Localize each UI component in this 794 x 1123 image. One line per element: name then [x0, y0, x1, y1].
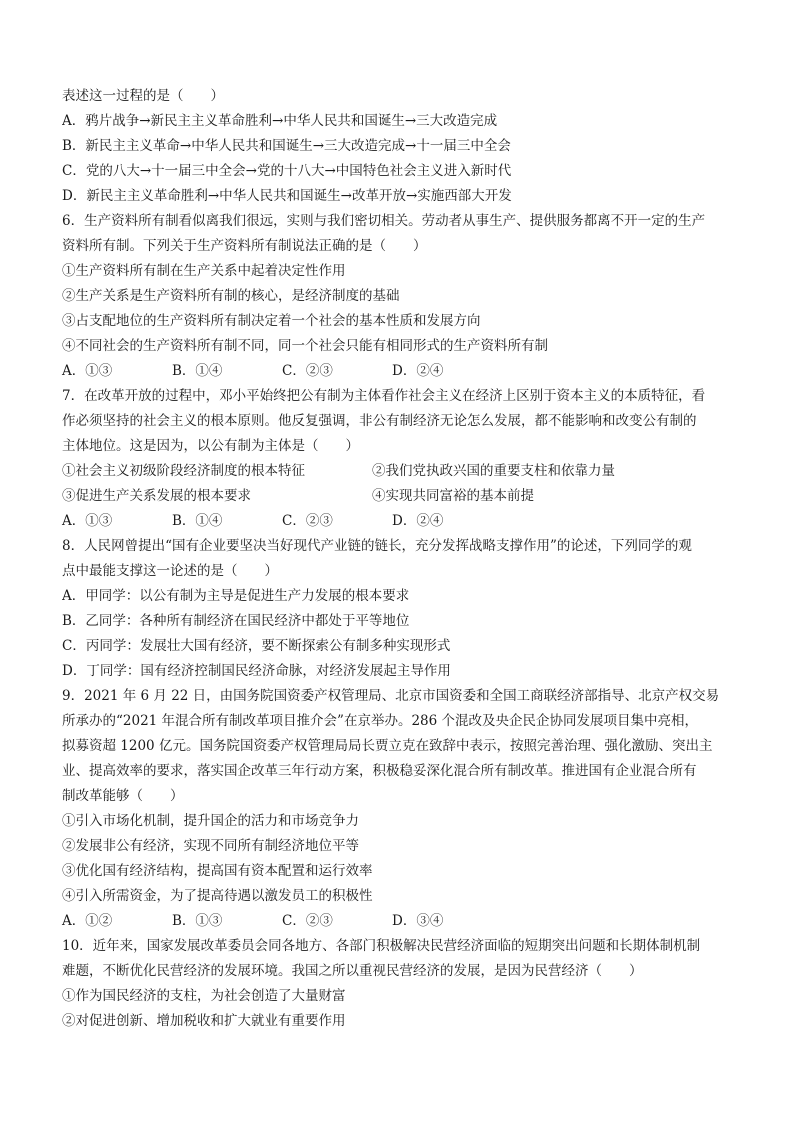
q7-item-1: ①社会主义初级阶段经济制度的根本特征: [62, 463, 305, 479]
q9-choice-d: D．③④: [392, 913, 444, 929]
q9-item-1: ①引入市场化机制，提升国企的活力和市场竞争力: [62, 813, 359, 829]
q10-item-1: ①作为国民经济的支柱，为社会创造了大量财富: [62, 988, 346, 1004]
q9-choice-a: A．①②: [62, 913, 113, 929]
q6-item-1: ①生产资料所有制在生产关系中起着决定性作用: [62, 263, 346, 279]
q7-stem-line: 7．在改革开放的过程中，邓小平始终把公有制为主体看作社会主义在经济上区别于资本主义的本质特征，看: [62, 388, 706, 404]
q6-stem-line: 6．生产资料所有制看似离我们很远，实则与我们密切相关。劳动者从事生产、提供服务都离不开一定的生产: [62, 213, 706, 229]
q9-choices: [62, 909, 738, 934]
q9-stem-line: 所承办的“2021 年混合所有制改革项目推介会”在京举办。286 个混改及央企民企协同发展项目集中亮相，: [62, 713, 699, 729]
q9-stem-line: 拟募资超 1200 亿元。国务院国资委产权管理局局长贾立克在致辞中表示，按照完善治理、强化激励、突出主: [62, 738, 713, 754]
q9-item-3: ③优化国有经济结构，提高国有资本配置和运行效率: [62, 863, 373, 879]
q8-stem-line: 点中最能支撑这一论述的是（ ）: [62, 563, 278, 579]
q7-item-2: ②我们党执政兴国的重要支柱和依靠力量: [372, 463, 615, 479]
q6-item-2: ②生产关系是生产资料所有制的核心，是经济制度的基础: [62, 288, 400, 304]
q5-option-a: A．鸦片战争→新民主主义革命胜利→中华人民共和国诞生→三大改造完成: [62, 113, 498, 129]
q10-stem-line: 10．近年来，国家发展改革委员会同各地方、各部门积极解决民营经济面临的短期突出问题和长期体制机制: [62, 938, 701, 954]
q9-stem-line: 9．2021 年 6 月 22 日，由国务院国资委产权管理局、北京市国资委和全国工商联经济部指导、北京产权交易: [62, 688, 720, 704]
q7-choice-a: A．①③: [62, 513, 113, 529]
q6-stem-line: 资料所有制。下列关于生产资料所有制说法正确的是（ ）: [62, 238, 427, 254]
q6-choice-b: B．①④: [172, 363, 223, 379]
q7-stem-line: 作必须坚持的社会主义的根本原则。他反复强调，非公有制经济无论怎么发展，都不能影响和改变公有制的: [62, 413, 697, 429]
q5-option-c: C．党的八大→十一届三中全会→党的十八大→中国特色社会主义进入新时代: [62, 163, 512, 179]
exam-page: [62, 84, 738, 1034]
q6-item-4: ④不同社会的生产资料所有制不同，同一个社会只能有相同形式的生产资料所有制: [62, 338, 548, 354]
q8-option-b: B．乙同学：各种所有制经济在国民经济中都处于平等地位: [62, 613, 410, 629]
q9-choice-b: B．①③: [172, 913, 223, 929]
q5-option-b: B．新民主主义革命→中华人民共和国诞生→三大改造完成→十一届三中全会: [62, 138, 511, 154]
q6-choices: [62, 359, 738, 384]
q7-choice-c: C．②③: [282, 513, 333, 529]
q7-stem-line: 主体地位。这是因为，以公有制为主体是（ ）: [62, 438, 359, 454]
q7-choice-b: B．①④: [172, 513, 223, 529]
q9-item-2: ②发展非公有经济，实现不同所有制经济地位平等: [62, 838, 359, 854]
q8-option-a: A．甲同学：以公有制为主导是促进生产力发展的根本要求: [62, 588, 410, 604]
q7-choices: [62, 509, 738, 534]
q10-stem-line: 难题，不断优化民营经济的发展环境。我国之所以重视民营经济的发展，是因为民营经济（ ）: [62, 963, 643, 979]
q7-item-3: ③促进生产关系发展的根本要求: [62, 488, 251, 504]
q10-item-2: ②对促进创新、增加税收和扩大就业有重要作用: [62, 1013, 346, 1029]
q9-choice-c: C．②③: [282, 913, 333, 929]
q7-items-row: [62, 459, 738, 484]
q5-option-d: D．新民主主义革命胜利→中华人民共和国诞生→改革开放→实施西部大开发: [62, 188, 512, 204]
q9-item-4: ④引入所需资金，为了提高待遇以激发员工的积极性: [62, 888, 373, 904]
q6-item-3: ③占支配地位的生产资料所有制决定着一个社会的基本性质和发展方向: [62, 313, 481, 329]
q7-item-4: ④实现共同富裕的基本前提: [372, 488, 534, 504]
q5-stem-tail: 表述这一过程的是（ ）: [62, 88, 224, 104]
q6-choice-d: D．②④: [392, 363, 444, 379]
q8-option-c: C．丙同学：发展壮大国有经济，要不断探索公有制多种实现形式: [62, 638, 451, 654]
q7-items-row: [62, 484, 738, 509]
q9-stem-line: 业、提高效率的要求，落实国企改革三年行动方案，积极稳妥深化混合所有制改革。推进国有企业混合所有: [62, 763, 697, 779]
q7-choice-d: D．②④: [392, 513, 444, 529]
q6-choice-a: A．①③: [62, 363, 113, 379]
q8-stem-line: 8．人民网曾提出“国有企业要坚决当好现代产业链的链长，充分发挥战略支撑作用”的论述，下列同学的观: [62, 538, 692, 554]
q6-choice-c: C．②③: [282, 363, 333, 379]
q8-option-d: D．丁同学：国有经济控制国民经济命脉，对经济发展起主导作用: [62, 663, 451, 679]
q9-stem-line: 制改革能够（ ）: [62, 788, 184, 804]
